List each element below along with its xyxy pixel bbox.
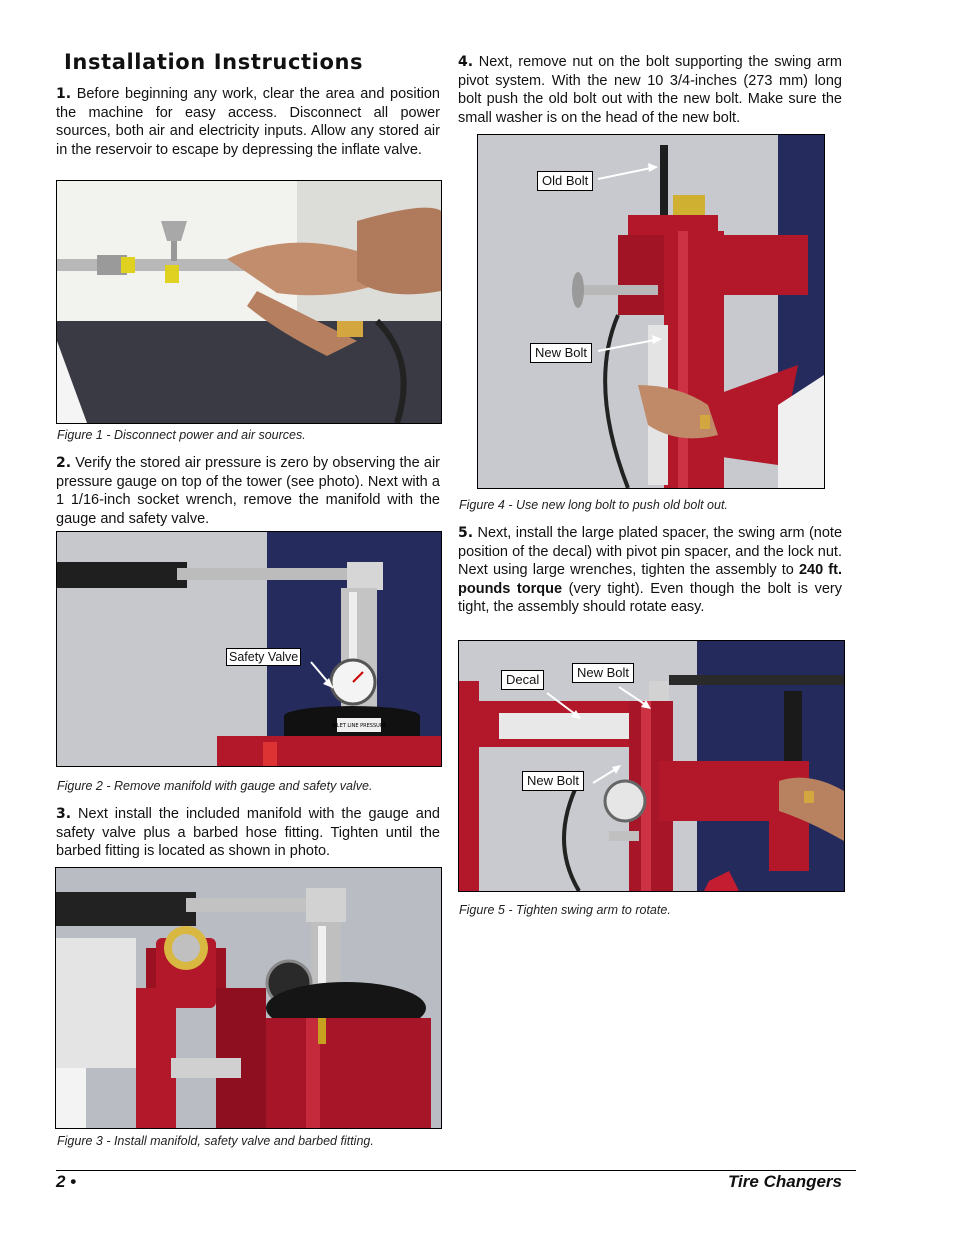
page-title: Installation Instructions — [64, 50, 364, 74]
label-new-bolt: New Bolt — [530, 343, 592, 363]
step-number: 5. — [458, 525, 474, 541]
label-new-bolt-lower: New Bolt — [522, 771, 584, 791]
figure-5-caption: Figure 5 - Tighten swing arm to rotate. — [459, 903, 671, 917]
figure-3-photo — [55, 867, 442, 1129]
step-text: Before beginning any work, clear the area and position the machine for easy access. Disconnect all power sources, both air and electricity inputs. Allow any stored air in the reservoir to escape by depressing the inflate valve. — [56, 86, 440, 158]
step-3 — [56, 805, 440, 861]
footer-rule — [56, 1170, 856, 1171]
step-5 — [458, 524, 842, 617]
step-4 — [458, 53, 842, 127]
step-number: 3. — [56, 806, 72, 822]
step-number: 2. — [56, 455, 72, 471]
label-new-bolt-top: New Bolt — [572, 663, 634, 683]
step-text: Next install the included manifold with the gauge and safety valve plus a barbed hose fitting. Tighten until the barbed fitting is located as shown in photo. — [56, 806, 440, 860]
figure-2-caption: Figure 2 - Remove manifold with gauge and safety valve. — [57, 779, 373, 793]
label-safety-valve: Safety Valve — [226, 648, 301, 666]
step-2 — [56, 454, 440, 528]
figure-4-photo — [477, 134, 825, 489]
step-number: 4. — [458, 54, 474, 70]
gauge-decal-text: INLET LINE PRESSURE — [331, 723, 387, 729]
step-text: (very tight). Even though the bolt is very tight, the assembly should rotate easy. — [458, 580, 842, 616]
label-old-bolt: Old Bolt — [537, 171, 593, 191]
torque-value: 240 ft. pounds torque — [458, 562, 842, 597]
step-text: Next, remove nut on the bolt supporting the swing arm pivot system. With the new 10 3/4-inches (273 mm) long bolt push the old bolt out with the new bolt. Make sure the small washer is on the head of the new bolt. — [458, 54, 842, 126]
footer-title: Tire Changers — [727, 1172, 842, 1191]
page-number: 2 • — [56, 1172, 77, 1191]
figure-3-caption: Figure 3 - Install manifold, safety valve and barbed fitting. — [57, 1134, 374, 1148]
step-1 — [56, 85, 440, 159]
figure-4-caption: Figure 4 - Use new long bolt to push old bolt out. — [459, 498, 728, 512]
label-decal: Decal — [501, 670, 544, 690]
figure-1-caption: Figure 1 - Disconnect power and air sources. — [57, 428, 306, 442]
step-text: Next, install the large plated spacer, the swing arm (note position of the decal) with pivot pin spacer, and the lock nut. Next using large wrenches, tighten the assembly to — [458, 525, 843, 579]
step-number: 1. — [56, 86, 72, 102]
step-text: Verify the stored air pressure is zero by observing the air pressure gauge on top of the tower (see photo). Next with a 1 1/16-inch socket wrench, remove the manifold with the gauge and safety valve. — [56, 455, 440, 527]
figure-1-photo — [56, 180, 442, 424]
